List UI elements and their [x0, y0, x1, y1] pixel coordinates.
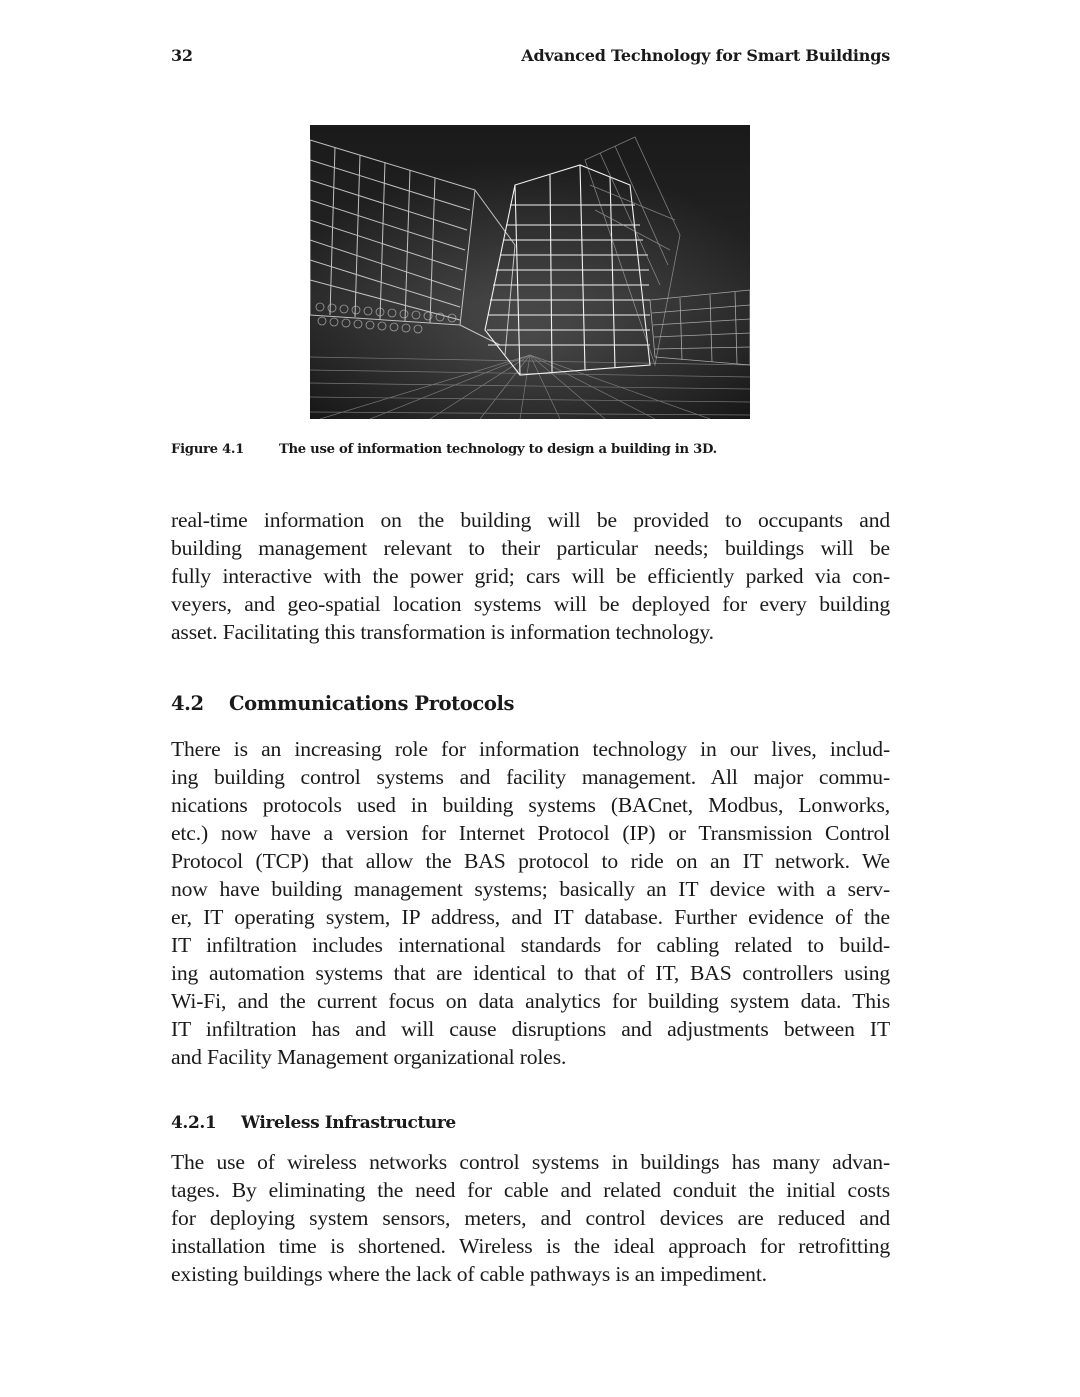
book-title: Advanced Technology for Smart Buildings: [521, 46, 890, 65]
text-line: IT infiltration has and will cause disruptions and adjustments between IT: [171, 1017, 890, 1041]
text-line: etc.) now have a version for Internet Protocol (IP) or Transmission Control: [171, 821, 890, 845]
text-line: asset. Facilitating this transformation is information technology.: [171, 620, 714, 644]
section-heading-4-2: [171, 692, 514, 715]
text-line: existing buildings where the lack of cable pathways is an impediment.: [171, 1262, 767, 1286]
section-number: 4.2: [171, 692, 204, 715]
text-line: veyers, and geo-spatial location systems will be deployed for every building: [171, 592, 890, 616]
text-line: for deploying system sensors, meters, and control devices are reduced and: [171, 1206, 890, 1230]
text-line: er, IT operating system, IP address, and IT database. Further evidence of the: [171, 905, 890, 929]
wireframe-buildings-image: [310, 125, 750, 419]
figure-caption: [171, 442, 717, 457]
text-line: Protocol (TCP) that allow the BAS protocol to ride on an IT network. We: [171, 849, 890, 873]
text-line: ing building control systems and facility management. All major commu-: [171, 765, 890, 789]
page-number: 32: [171, 46, 193, 65]
paragraph-intro: [171, 506, 890, 646]
text-line: fully interactive with the power grid; cars will be efficiently parked via con-: [171, 564, 890, 588]
text-line: building management relevant to their particular needs; buildings will be: [171, 536, 890, 560]
subsection-heading-4-2-1: [171, 1113, 456, 1133]
subsection-title: Wireless Infrastructure: [241, 1113, 456, 1133]
paragraph-communications-protocols: [171, 735, 890, 1071]
text-line: There is an increasing role for information technology in our lives, includ-: [171, 737, 890, 761]
text-line: IT infiltration includes international standards for cabling related to build-: [171, 933, 890, 957]
text-line: tages. By eliminating the need for cable and related conduit the initial costs: [171, 1178, 890, 1202]
text-line: ing automation systems that are identical to that of IT, BAS controllers using: [171, 961, 890, 985]
text-line: Wi-Fi, and the current focus on data analytics for building system data. This: [171, 989, 890, 1013]
figure-wireframe-buildings: [310, 125, 750, 419]
text-line: installation time is shortened. Wireless is the ideal approach for retrofitting: [171, 1234, 890, 1258]
text-line: The use of wireless networks control systems in buildings has many advan-: [171, 1150, 890, 1174]
paragraph-wireless-infrastructure: [171, 1148, 890, 1288]
text-line: now have building management systems; basically an IT device with a serv-: [171, 877, 890, 901]
text-line: nications protocols used in building systems (BACnet, Modbus, Lonworks,: [171, 793, 890, 817]
subsection-number: 4.2.1: [171, 1113, 217, 1133]
figure-caption-label: Figure 4.1: [171, 442, 245, 457]
section-title: Communications Protocols: [229, 692, 515, 715]
text-line: real-time information on the building will be provided to occupants and: [171, 508, 890, 532]
text-line: and Facility Management organizational roles.: [171, 1045, 567, 1069]
figure-caption-text: The use of information technology to design a building in 3D.: [279, 442, 717, 457]
running-head: [171, 46, 890, 72]
